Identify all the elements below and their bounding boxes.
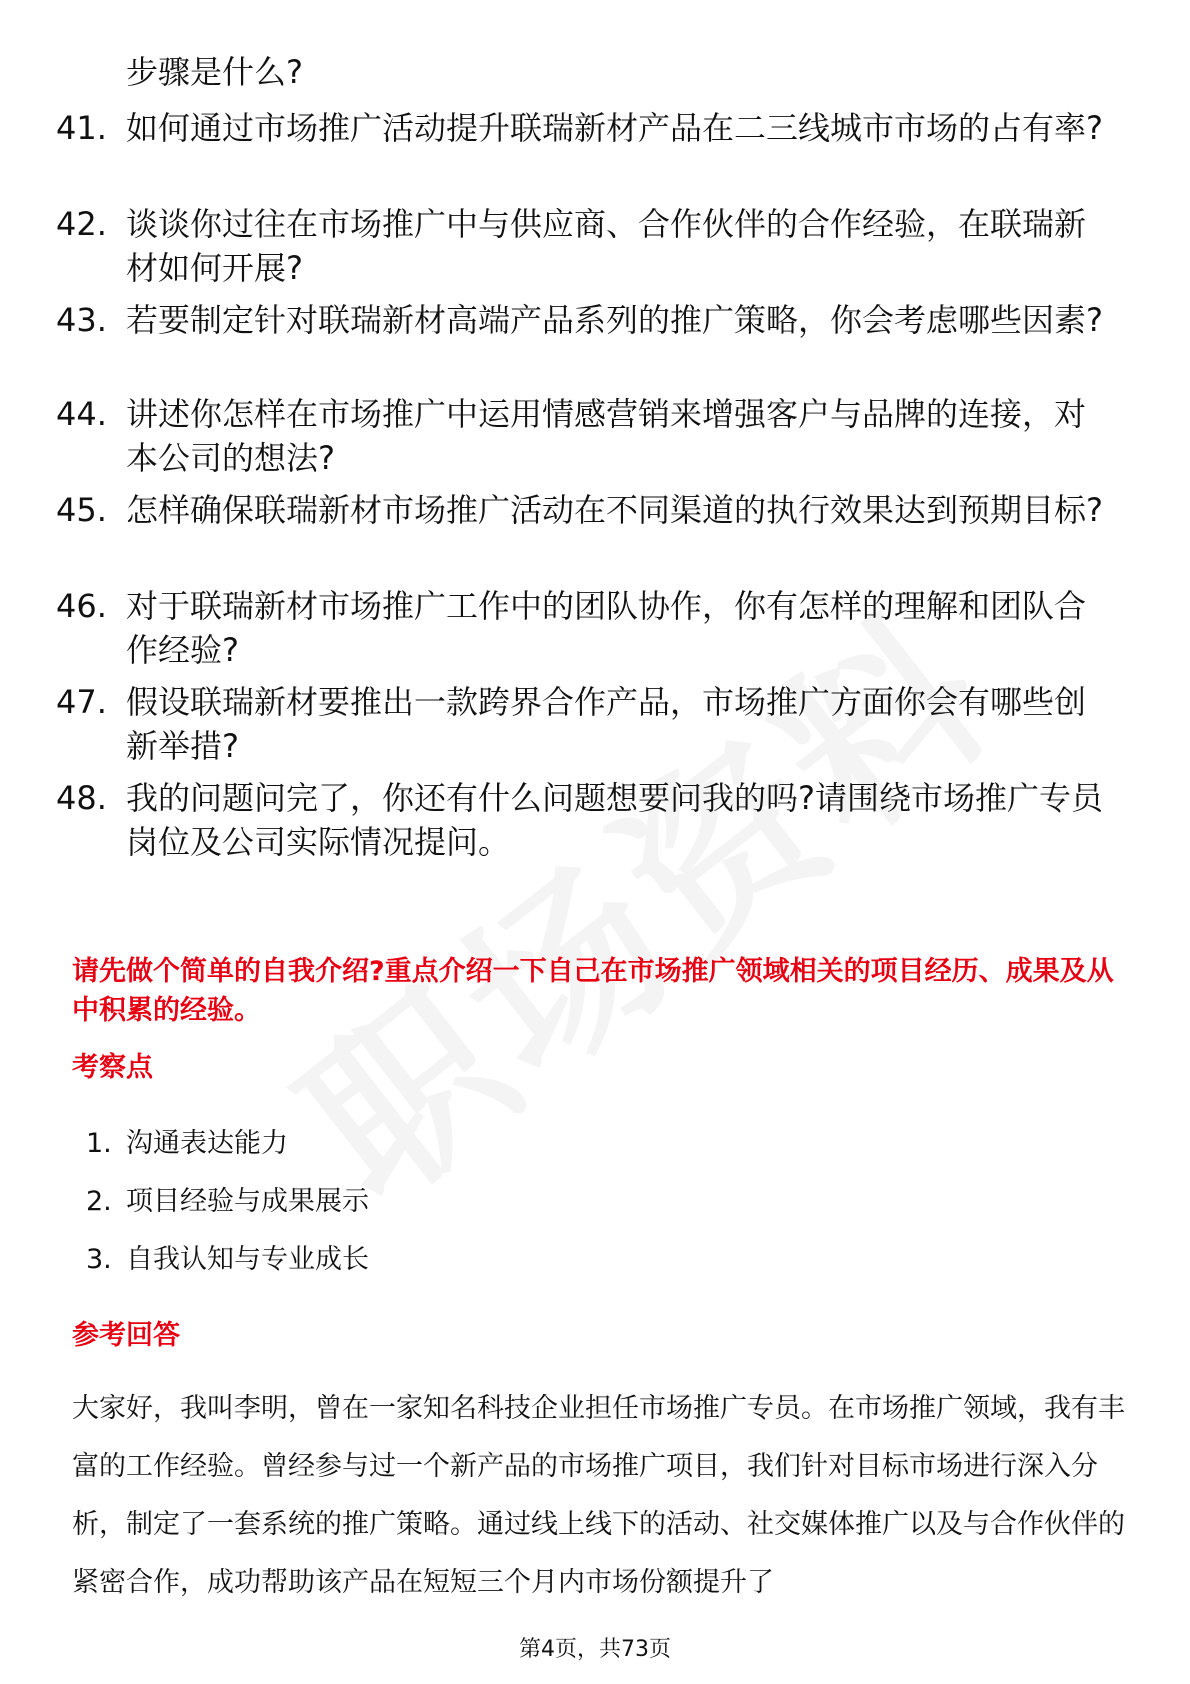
page-footer: 第4页，共73页 <box>519 1637 671 1662</box>
question-text: 假设联瑞新材要推出一款跨界合作产品，市场推广方面你会有哪些创新举措? <box>126 683 1087 765</box>
focus-question: 请先做个简单的自我介绍?重点介绍一下自己在市场推广领域相关的项目经历、成果及从中积累的经验。 <box>72 956 1114 1026</box>
question-text: 谈谈你过往在市场推广中与供应商、合作伙伴的合作经验，在联瑞新材如何开展? <box>126 205 1087 287</box>
question-number: 48. <box>56 779 107 817</box>
question-number: 42. <box>56 205 107 243</box>
question-number: 46. <box>56 587 107 625</box>
question-text: 讲述你怎样在市场推广中运用情感营销来增强客户与品牌的连接，对本公司的想法? <box>126 395 1087 477</box>
point-text: 沟通表达能力 <box>126 1128 288 1159</box>
reference-heading: 参考回答 <box>72 1320 180 1351</box>
question-number: 43. <box>56 301 107 339</box>
question-text: 怎样确保联瑞新材市场推广活动在不同渠道的执行效果达到预期目标? <box>126 491 1103 529</box>
point-number: 3. <box>86 1244 112 1275</box>
point-text: 自我认知与专业成长 <box>126 1244 369 1275</box>
point-text: 项目经验与成果展示 <box>126 1186 369 1217</box>
examination-heading: 考察点 <box>72 1052 153 1083</box>
reference-answer: 大家好，我叫李明，曾在一家知名科技企业担任市场推广专员。在市场推广领域，我有丰富的工作经验。曾经参与过一个新产品的市场推广项目，我们针对目标市场进行深入分析，制定了一套系统的推广策略。通过线上线下的活动、社交媒体推广以及与合作伙伴的紧密合作，成功帮助该产品在短短三个月内市场份额提升了 <box>72 1393 1125 1598</box>
question-text: 我的问题问完了，你还有什么问题想要问我的吗?请围绕市场推广专员岗位及公司实际情况提问。 <box>126 779 1103 861</box>
question-number: 45. <box>56 491 107 529</box>
question-number: 44. <box>56 395 107 433</box>
question-number: 47. <box>56 683 107 721</box>
point-number: 1. <box>86 1128 112 1159</box>
question-text: 对于联瑞新材市场推广工作中的团队协作，你有怎样的理解和团队合作经验? <box>126 587 1087 669</box>
question-text: 若要制定针对联瑞新材高端产品系列的推广策略，你会考虑哪些因素? <box>126 301 1103 339</box>
previous-question-continuation: 步骤是什么? <box>126 53 303 91</box>
question-number: 41. <box>56 109 107 147</box>
question-text: 如何通过市场推广活动提升联瑞新材产品在二三线城市市场的占有率? <box>126 109 1103 147</box>
point-number: 2. <box>86 1186 112 1217</box>
